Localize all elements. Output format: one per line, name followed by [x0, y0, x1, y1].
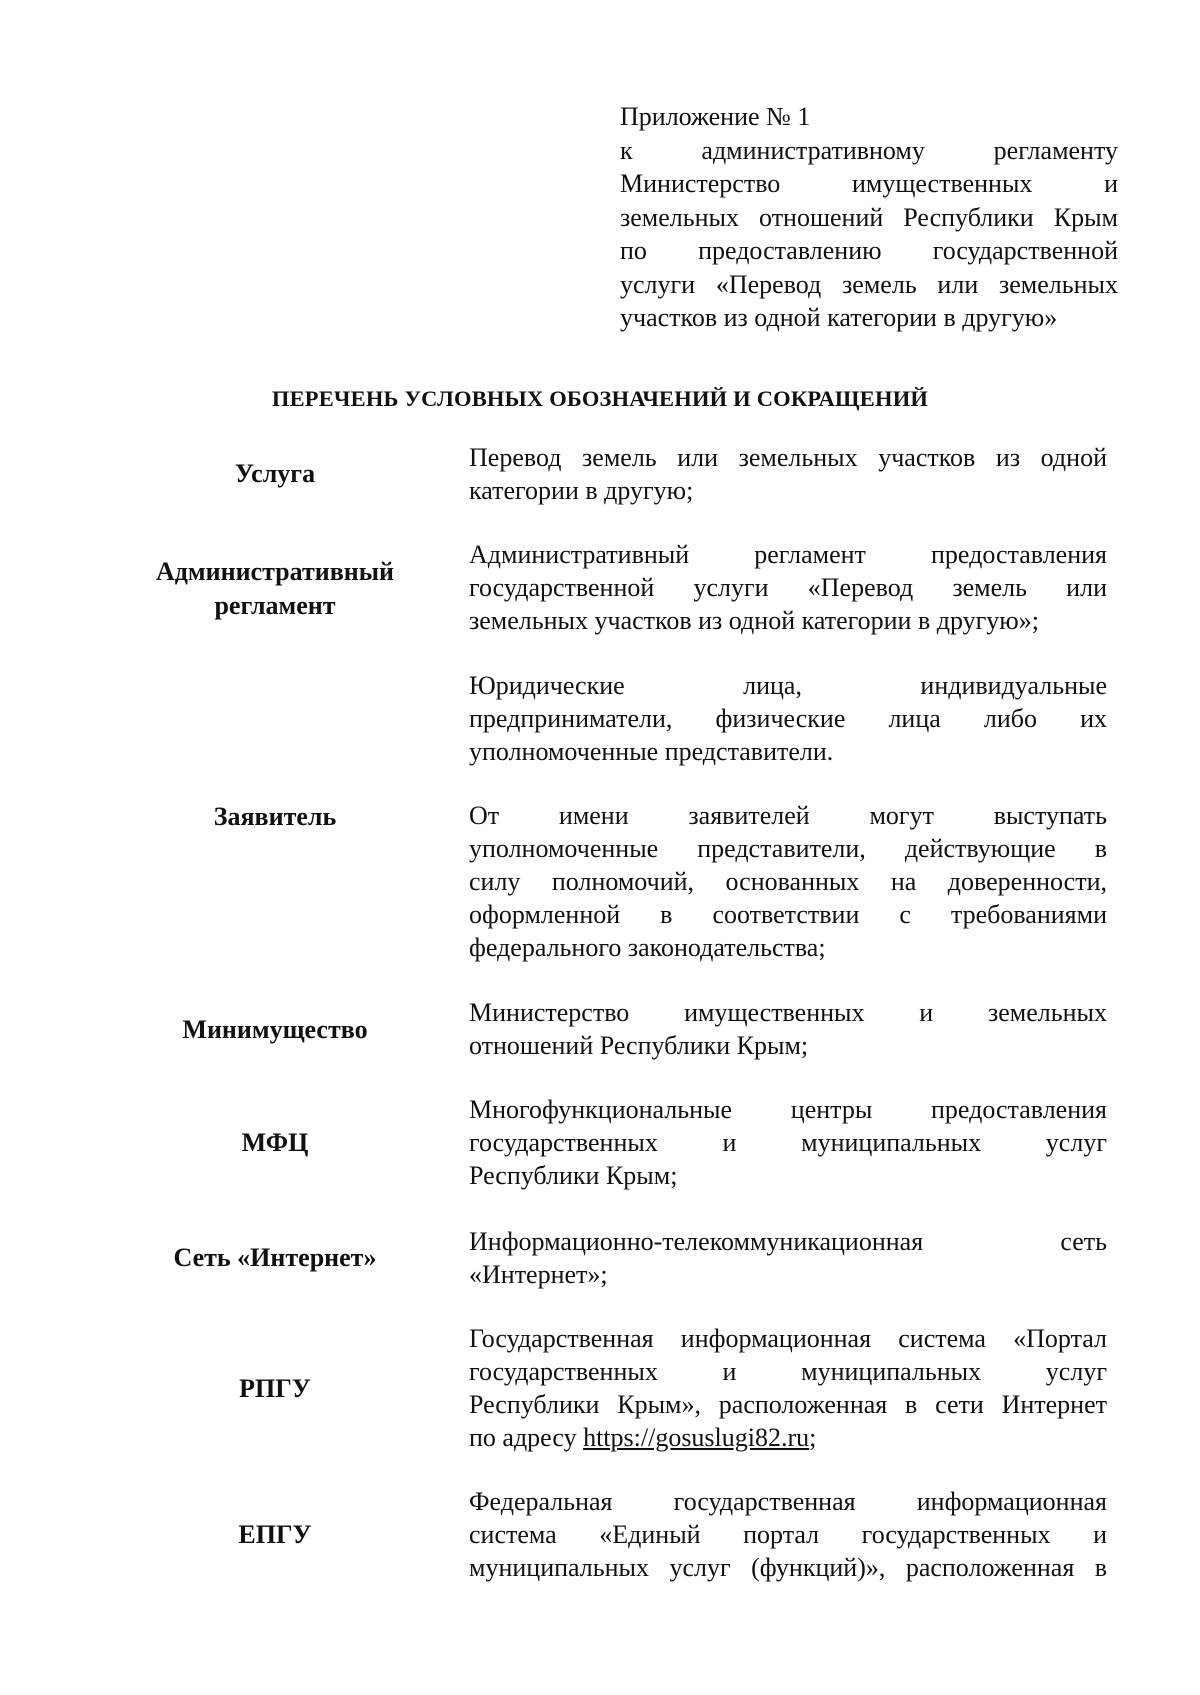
appendix-line: по предоставлению государственной: [620, 236, 1118, 265]
definition-applicant-b: [469, 799, 1107, 964]
appendix-line: Приложение № 1: [620, 102, 811, 131]
definition-mfc: [469, 1093, 1107, 1192]
term-line: регламент: [214, 590, 336, 620]
definition-line: государственных и муниципальных услуг: [469, 1357, 1107, 1386]
appendix-line: к административному регламенту: [620, 135, 1118, 165]
page-title: ПЕРЕЧЕНЬ УСЛОВНЫХ ОБОЗНАЧЕНИЙ И СОКРАЩЕНИЙ: [271, 386, 929, 411]
definition-line: От имени заявителей могут выступать: [469, 801, 1107, 830]
term-line: Административный: [155, 557, 395, 586]
term-internet: Сеть «Интернет»: [173, 1243, 377, 1272]
definition-admin-regulation: [469, 538, 1107, 637]
definition-line: Информационно-телекоммуникационная сеть: [469, 1227, 1107, 1256]
definition-line: Юридические лица, индивидуальные: [469, 671, 1107, 700]
term-mfc: МФЦ: [241, 1128, 309, 1157]
appendix-line: услуги «Перевод земель или земельных: [620, 269, 1118, 299]
definition-line: Республики Крым», расположенная в сети Интернет: [469, 1390, 1107, 1419]
definition-line: категории в другую;: [469, 476, 694, 505]
definition-text: по адресу: [469, 1423, 584, 1452]
definition-line: земельных участков из одной категории в другую»;: [469, 606, 1039, 635]
term-epgu: ЕПГУ: [238, 1520, 312, 1549]
definition-line: предприниматели, физические лица либо их: [469, 704, 1107, 733]
definition-line: Многофункциональные центры предоставления: [469, 1095, 1107, 1124]
gosuslugi-link[interactable]: https://gosuslugi82.ru: [583, 1423, 810, 1452]
definition-internet: [469, 1225, 1107, 1291]
appendix-line: земельных отношений Республики Крым: [620, 202, 1118, 232]
definition-line: Перевод земель или земельных участков из одной: [469, 443, 1107, 472]
definition-line: [469, 1421, 1107, 1454]
definition-line: Республики Крым;: [469, 1161, 678, 1190]
definition-epgu: [469, 1485, 1107, 1584]
definition-line: отношений Республики Крым;: [469, 1031, 809, 1060]
term-applicant: Заявитель: [213, 802, 337, 831]
definition-applicant-a: [469, 669, 1107, 768]
definition-line: федерального законодательства;: [469, 933, 826, 962]
definition-line: «Интернет»;: [469, 1260, 608, 1289]
appendix-line: Министерство имущественных и: [620, 169, 1118, 198]
definition-text: ;: [809, 1423, 817, 1452]
definition-minimushchestvo: [469, 996, 1107, 1062]
definition-line: система «Единый портал государственных и: [469, 1520, 1107, 1549]
appendix-header: [620, 100, 1118, 335]
definition-rpgu: [469, 1322, 1107, 1454]
definition-line: Министерство имущественных и земельных: [469, 998, 1107, 1027]
appendix-line: участков из одной категории в другую»: [620, 303, 1058, 332]
term-minimushchestvo: Минимущество: [182, 1015, 368, 1044]
term-rpgu: РПГУ: [239, 1374, 311, 1403]
definition-line: Административный регламент предоставления: [469, 540, 1107, 569]
definition-line: муниципальных услуг (функций)», расположенная в: [469, 1553, 1107, 1582]
definition-line: государственных и муниципальных услуг: [469, 1128, 1107, 1157]
definition-line: силу полномочий, основанных на доверенности,: [469, 867, 1107, 896]
definition-line: уполномоченные представители, действующие в: [469, 834, 1107, 863]
definition-service: [469, 441, 1107, 507]
term-service: Услуга: [234, 459, 316, 488]
definition-line: уполномоченные представители.: [469, 737, 834, 766]
term-admin-regulation: [130, 555, 420, 622]
definition-line: оформленной в соответствии с требованиями: [469, 900, 1107, 929]
definition-line: государственной услуги «Перевод земель или: [469, 573, 1107, 602]
definition-line: Федеральная государственная информационная: [469, 1487, 1107, 1516]
definition-line: Государственная информационная система «Портал: [469, 1324, 1107, 1353]
